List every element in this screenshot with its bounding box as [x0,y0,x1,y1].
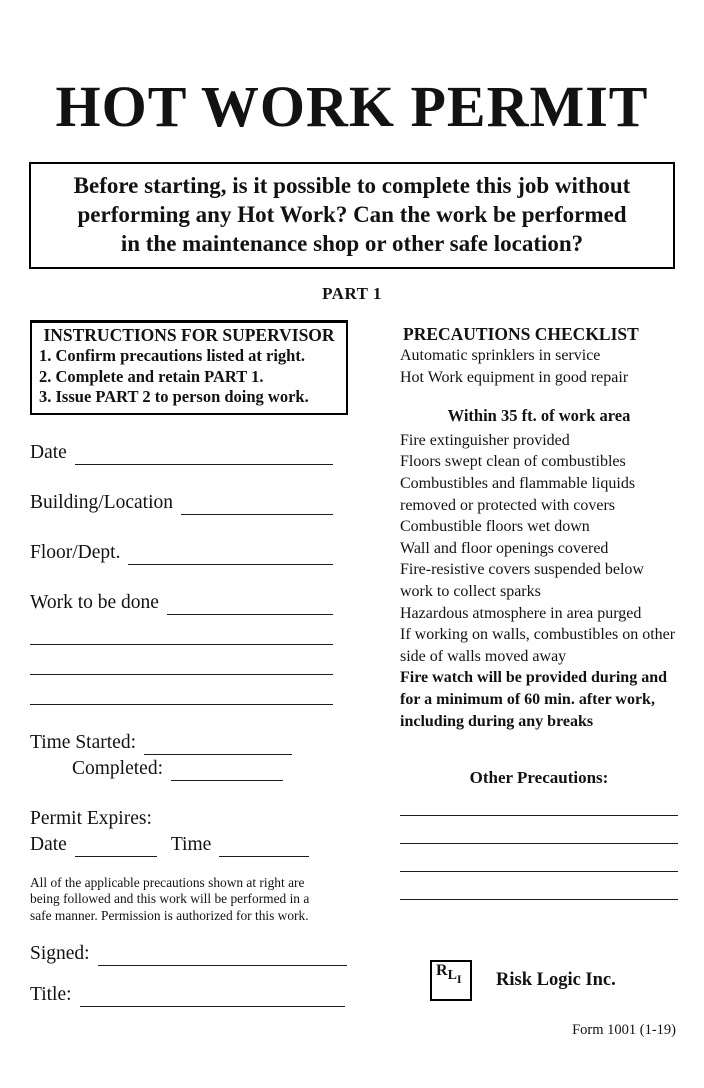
expires-time-label: Time [170,833,212,855]
part1-heading: PART 1 [322,284,382,303]
precaution-item: Fire extinguisher provided [400,431,570,449]
instructions-heading: INSTRUCTIONS FOR SUPERVISOR [43,325,335,345]
building-location-input-line[interactable] [181,492,333,515]
signed-input-line[interactable] [98,943,347,966]
floor-dept-field-row [30,541,333,565]
work-to-be-done-label: Work to be done [30,591,159,613]
expires-date-input-line[interactable] [75,834,157,857]
other-precautions-line-4[interactable] [400,872,678,900]
supervisor-column [30,320,355,1007]
precaution-item: Hot Work equipment in good repair [400,368,629,386]
permit-expires-row [30,833,333,857]
warning-text-line: performing any Hot Work? Can the work be performed [77,202,627,227]
time-started-label: Time Started: [30,731,136,753]
instructions-list [36,346,342,408]
time-completed-row [30,757,333,781]
precautions-within-list [400,430,678,732]
form-body [30,320,678,1007]
precaution-item: Fire-resistive covers suspended below work to collect sparks [400,561,644,600]
precautions-heading: PRECAUTIONS CHECKLIST [403,324,639,344]
work-extra-line-3[interactable] [30,675,333,705]
precautions-column [400,320,678,1001]
instruction-item: 3. Issue PART 2 to person doing work. [39,387,309,406]
other-precautions-lines [400,788,678,900]
floor-dept-label: Floor/Dept. [30,541,121,563]
precaution-item: If working on walls, combustibles on other side of walls moved away [400,626,676,665]
precaution-item: Fire watch will be provided during and for a minimum of 60 min. after work, including during any breaks [400,669,667,730]
work-extra-line-2[interactable] [30,645,333,675]
floor-dept-input-line[interactable] [128,542,333,565]
precaution-item: Combustible floors wet down [400,518,590,536]
other-precautions-line-1[interactable] [400,788,678,816]
logo-letter-r: R [436,962,448,980]
work-extra-lines [30,615,333,705]
expires-date-label: Date [30,833,67,855]
permit-expires-label: Permit Expires: [30,807,152,829]
title-input-line[interactable] [80,984,345,1007]
authorization-text-line: safe manner. Permission is authorized for this work. [30,907,309,923]
title-row [30,983,345,1007]
other-precautions-line-3[interactable] [400,844,678,872]
instruction-item: 1. Confirm precautions listed at right. [39,346,305,365]
work-to-be-done-input-line[interactable] [167,592,333,615]
signed-label: Signed: [30,943,90,965]
other-precautions-heading: Other Precautions: [469,768,609,788]
other-precautions-line-2[interactable] [400,816,678,844]
work-to-be-done-field-row [30,591,333,615]
precautions-general-list [400,345,678,388]
title-label: Title: [30,984,72,1006]
precaution-item: Automatic sprinklers in service [400,347,601,364]
precaution-item: Wall and floor openings covered [400,539,609,557]
logo-letter-i: I [456,972,462,987]
authorization-text-line: being followed and this work will be performed in a [30,891,310,907]
date-input-line[interactable] [75,442,333,465]
within-35ft-heading: Within 35 ft. of work area [447,406,631,426]
authorization-text-line: All of the applicable precautions shown at right are [30,874,305,890]
expires-time-input-line[interactable] [219,834,309,857]
warning-text-line: in the maintenance shop or other safe location? [120,231,584,256]
instruction-item: 2. Complete and retain PART 1. [39,366,264,386]
precaution-item: Combustibles and flammable liquids removed or protected with covers [400,474,636,514]
warning-text-line: Before starting, is it possible to complete this job without [73,173,631,198]
building-location-field-row [30,491,333,515]
signed-row [30,942,347,966]
company-name: Risk Logic Inc. [496,970,616,991]
precaution-item: Hazardous atmosphere in area purged [400,604,642,622]
building-location-label: Building/Location [30,491,173,513]
time-started-row [30,731,333,755]
branding-row [430,960,678,1001]
date-field-row [30,441,333,465]
time-completed-label: Completed: [72,757,163,779]
work-extra-line-1[interactable] [30,615,333,645]
authorization-text [30,875,355,925]
rli-logo-icon [430,960,472,1001]
precaution-item: Floors swept clean of combustibles [400,453,626,471]
logo-letter-l: L [447,968,457,984]
time-completed-input-line[interactable] [171,758,283,781]
time-started-input-line[interactable] [144,732,292,755]
warning-box [29,162,675,269]
form-number: Form 1001 (1-19) [572,1022,676,1038]
page-title: HOT WORK PERMIT [55,74,649,139]
instructions-box [30,320,348,415]
date-label: Date [30,441,67,463]
